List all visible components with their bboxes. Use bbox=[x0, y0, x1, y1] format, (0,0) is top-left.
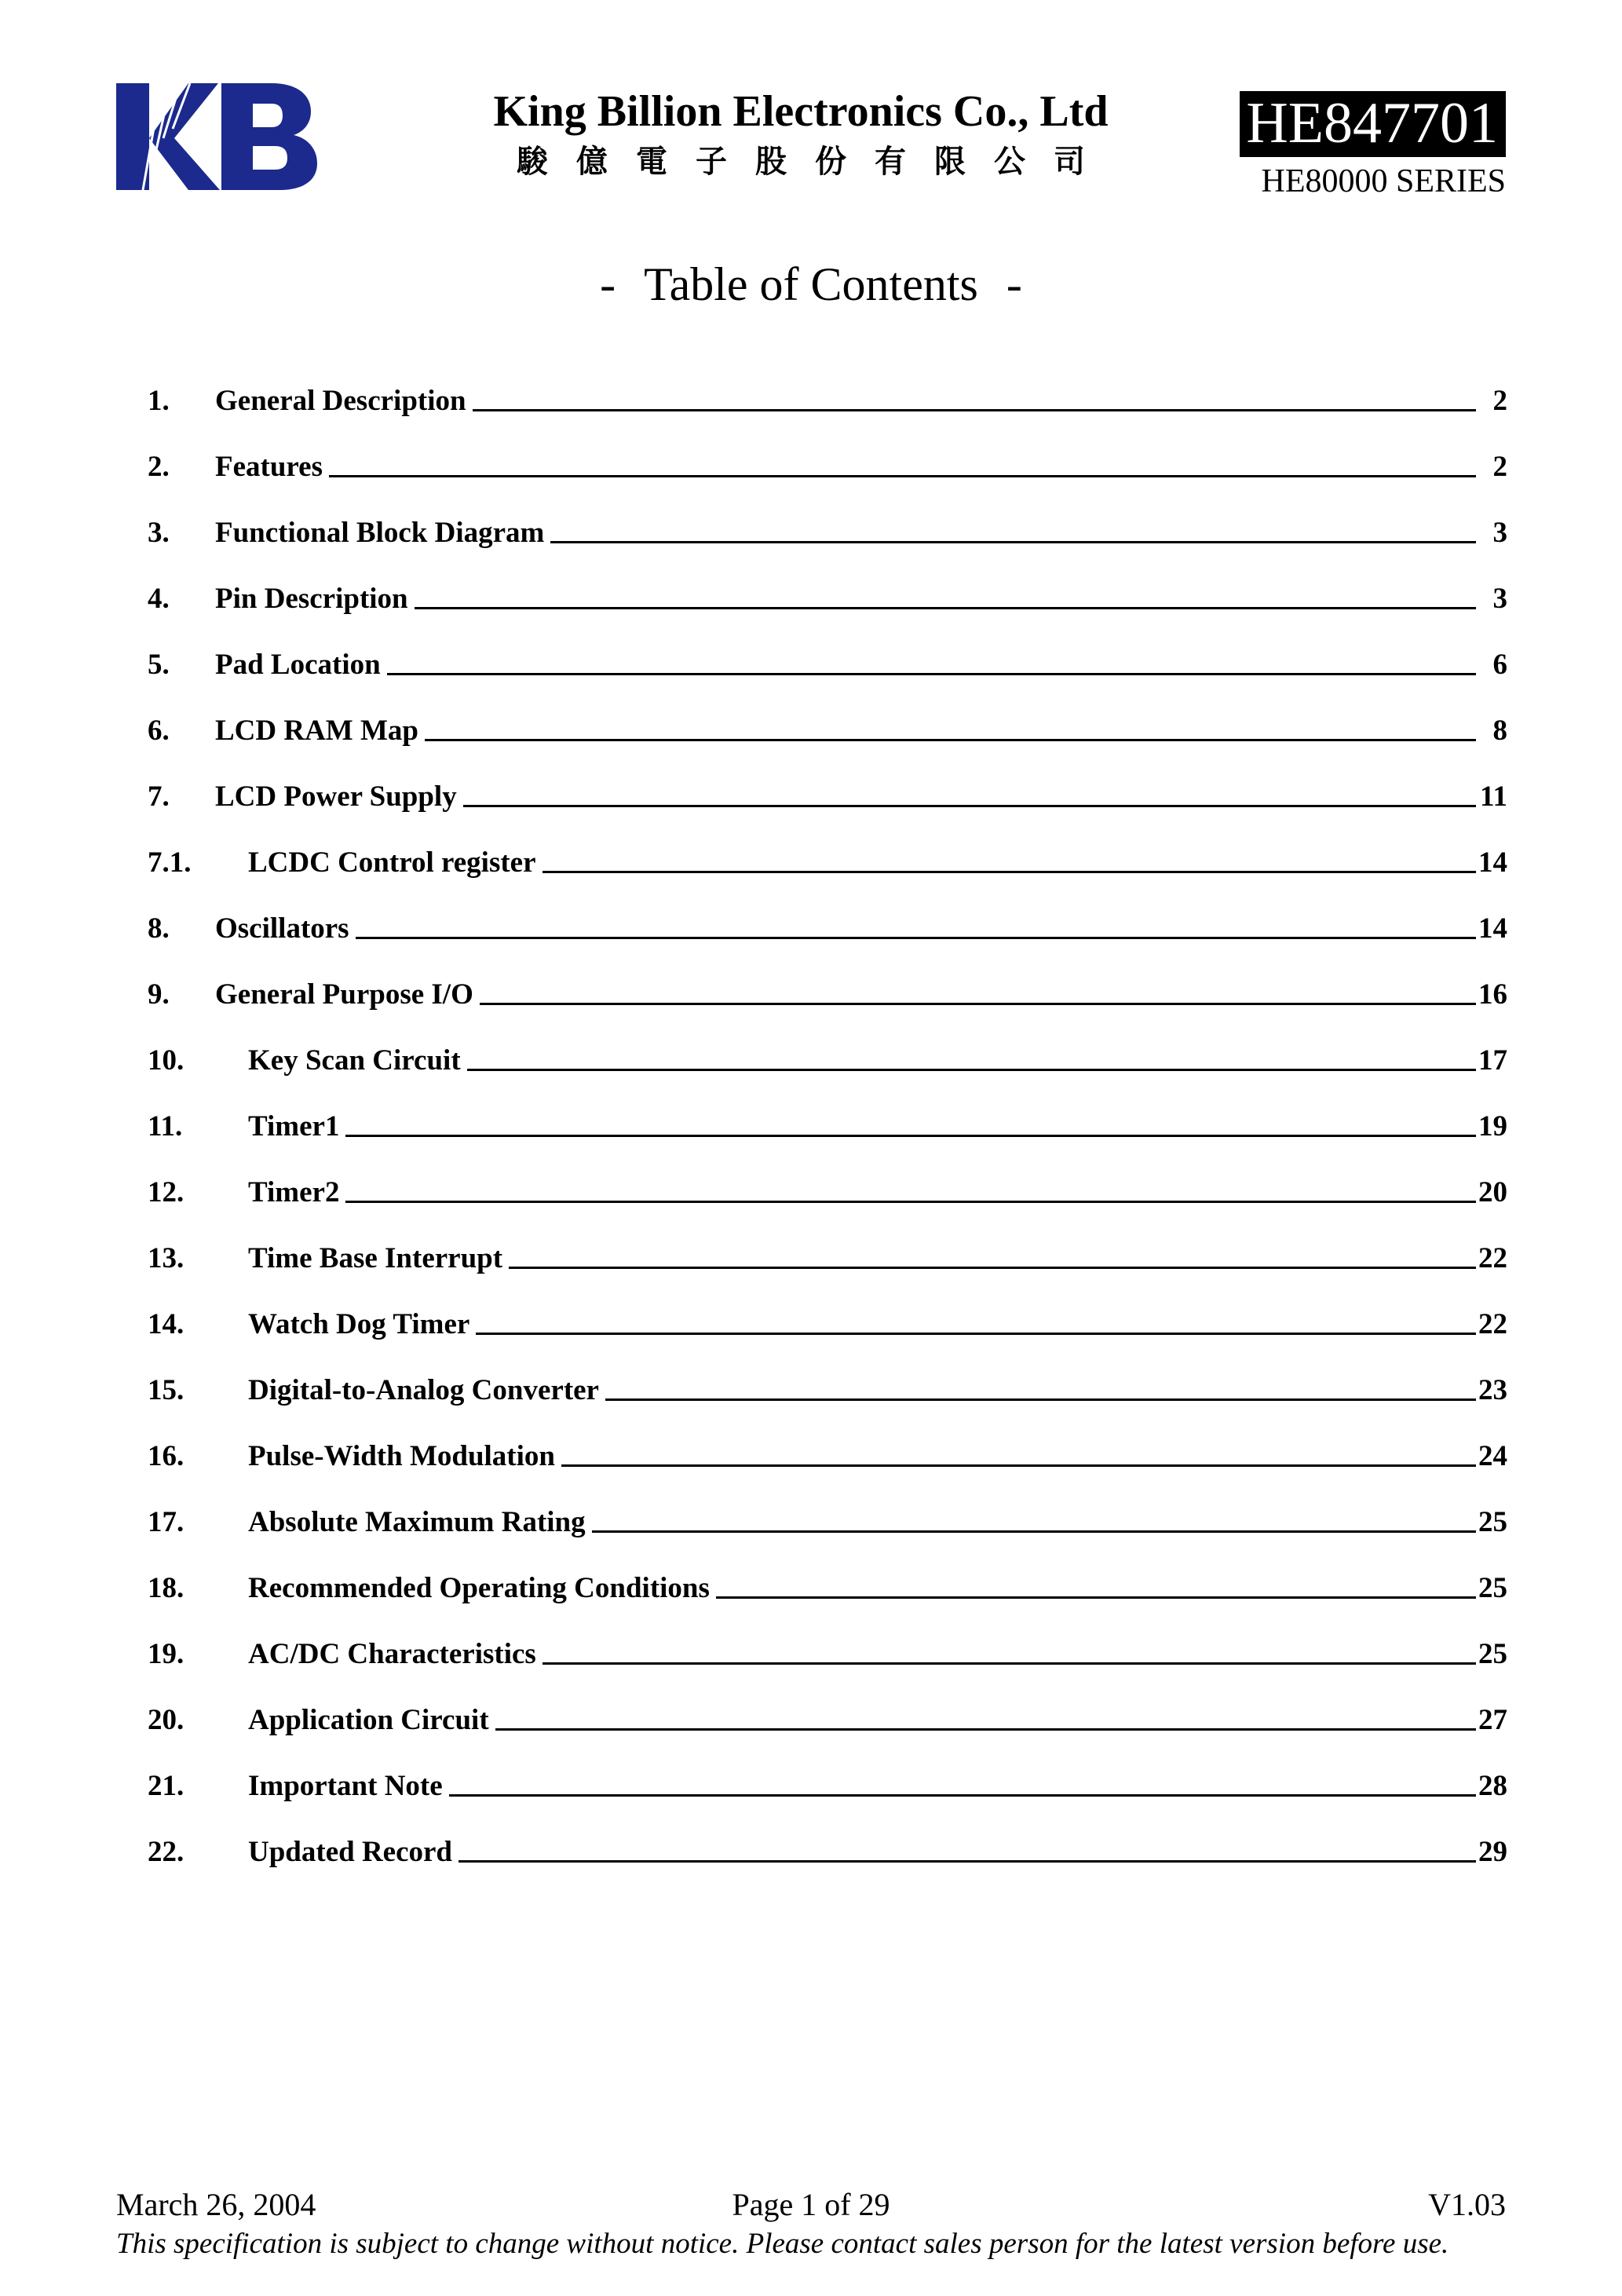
toc-entry-number: 21. bbox=[148, 1770, 184, 1802]
toc-entry[interactable] bbox=[148, 1275, 1507, 1341]
kb-logo bbox=[116, 82, 317, 192]
toc-entry-label: Recommended Operating Conditions bbox=[248, 1572, 710, 1604]
toc-entry-leader bbox=[458, 1860, 1476, 1863]
toc-entry-page: 14 bbox=[1478, 912, 1507, 945]
document-series: HE80000 SERIES bbox=[1261, 163, 1506, 199]
toc-entry-leader bbox=[345, 1135, 1476, 1137]
toc-entry-leader bbox=[329, 475, 1476, 477]
toc-entry-number: 18. bbox=[148, 1572, 184, 1604]
toc-entry-page: 2 bbox=[1492, 451, 1507, 483]
toc-entry-leader bbox=[550, 541, 1476, 543]
toc-entry-page: 25 bbox=[1478, 1572, 1507, 1604]
toc-entry-label: General Description bbox=[215, 385, 466, 417]
toc-entry[interactable] bbox=[148, 1539, 1507, 1605]
toc-entry-label: Watch Dog Timer bbox=[248, 1308, 470, 1340]
toc-entry-leader bbox=[345, 1201, 1476, 1203]
toc-entry-label: Time Base Interrupt bbox=[248, 1242, 503, 1274]
toc-entry-label: LCDC Control register bbox=[248, 846, 536, 879]
toc-entry-label: Functional Block Diagram bbox=[215, 517, 545, 549]
toc-entry[interactable] bbox=[148, 1209, 1507, 1275]
toc-entry-label: Oscillators bbox=[215, 912, 349, 945]
toc-entry-label: Key Scan Circuit bbox=[248, 1044, 461, 1077]
toc-entry-label: Timer1 bbox=[248, 1110, 340, 1143]
toc-entry-leader bbox=[542, 871, 1476, 873]
toc-entry[interactable] bbox=[148, 879, 1507, 945]
toc-heading bbox=[0, 258, 1622, 312]
toc-entry-leader bbox=[463, 805, 1476, 807]
toc-entry-number: 8. bbox=[148, 912, 170, 945]
toc-entry-label: Pin Description bbox=[215, 583, 408, 615]
toc-entry-number: 6. bbox=[148, 715, 170, 747]
toc-entry-label: Digital-to-Analog Converter bbox=[248, 1374, 599, 1406]
toc-entry[interactable] bbox=[148, 484, 1507, 550]
toc-entry-label: Important Note bbox=[248, 1770, 443, 1802]
toc-entry-leader bbox=[467, 1069, 1476, 1071]
toc-entry-number: 5. bbox=[148, 649, 170, 681]
toc-entry-page: 24 bbox=[1478, 1440, 1507, 1472]
toc-entry-leader bbox=[476, 1333, 1476, 1335]
company-header bbox=[440, 88, 1162, 179]
toc-entry-label: Pad Location bbox=[215, 649, 381, 681]
toc-entry-number: 14. bbox=[148, 1308, 184, 1340]
kb-logo-mark bbox=[116, 82, 317, 192]
footer-page-number: Page 1 of 29 bbox=[732, 2187, 890, 2222]
toc-entry-number: 20. bbox=[148, 1704, 184, 1736]
toc-entry-label: Pulse-Width Modulation bbox=[248, 1440, 555, 1472]
toc-entry-leader bbox=[415, 607, 1476, 609]
toc-entry[interactable] bbox=[148, 418, 1507, 484]
toc-entry[interactable] bbox=[148, 352, 1507, 418]
footer-notice: This specification is subject to change without notice. Please contact sales person for the latest version before use. bbox=[116, 2228, 1449, 2260]
toc-entry-label: Updated Record bbox=[248, 1836, 453, 1868]
toc-entry[interactable] bbox=[148, 1077, 1507, 1143]
toc-entry[interactable] bbox=[148, 682, 1507, 748]
toc-entry-leader bbox=[356, 937, 1476, 939]
toc-entry-number: 4. bbox=[148, 583, 170, 615]
page-footer bbox=[116, 2186, 1506, 2261]
toc-entry-page: 29 bbox=[1478, 1836, 1507, 1868]
toc-entry-leader bbox=[509, 1267, 1476, 1269]
company-name: King Billion Electronics Co., Ltd bbox=[493, 87, 1109, 136]
company-name-chinese-char: 億 bbox=[576, 143, 608, 180]
toc-entry-page: 25 bbox=[1478, 1638, 1507, 1670]
toc-list bbox=[148, 352, 1507, 1869]
toc-entry-leader bbox=[480, 1003, 1476, 1005]
toc-entry[interactable] bbox=[148, 1803, 1507, 1869]
toc-entry-page: 17 bbox=[1478, 1044, 1507, 1077]
toc-entry[interactable] bbox=[148, 550, 1507, 616]
toc-entry-number: 1. bbox=[148, 385, 170, 417]
company-name-chinese-char: 公 bbox=[994, 143, 1025, 180]
toc-entry[interactable] bbox=[148, 748, 1507, 813]
toc-entry[interactable] bbox=[148, 813, 1507, 879]
toc-entry-leader bbox=[449, 1794, 1476, 1797]
toc-entry-leader bbox=[542, 1662, 1476, 1665]
toc-entry-label: Features bbox=[215, 451, 323, 483]
toc-entry-number: 19. bbox=[148, 1638, 184, 1670]
toc-entry-page: 11 bbox=[1480, 781, 1507, 813]
toc-entry-leader bbox=[592, 1530, 1476, 1533]
toc-entry-page: 8 bbox=[1492, 715, 1507, 747]
toc-entry-page: 2 bbox=[1492, 385, 1507, 417]
toc-entry-page: 14 bbox=[1478, 846, 1507, 879]
company-name-chinese-char: 電 bbox=[636, 143, 667, 180]
toc-entry[interactable] bbox=[148, 1737, 1507, 1803]
toc-entry[interactable] bbox=[148, 1473, 1507, 1539]
company-name-chinese-char: 子 bbox=[696, 143, 727, 180]
toc-entry-leader bbox=[561, 1464, 1476, 1467]
toc-entry-page: 3 bbox=[1492, 583, 1507, 615]
toc-entry-number: 15. bbox=[148, 1374, 184, 1406]
toc-entry-label: Application Circuit bbox=[248, 1704, 489, 1736]
toc-entry-page: 28 bbox=[1478, 1770, 1507, 1802]
toc-entry-page: 27 bbox=[1478, 1704, 1507, 1736]
toc-entry-page: 19 bbox=[1478, 1110, 1507, 1143]
toc-entry-number: 11. bbox=[148, 1110, 183, 1143]
company-name-chinese-char: 股 bbox=[755, 143, 787, 180]
toc-entry-label: LCD RAM Map bbox=[215, 715, 418, 747]
toc-entry[interactable] bbox=[148, 1671, 1507, 1737]
toc-entry-page: 25 bbox=[1478, 1506, 1507, 1538]
company-name-chinese-char: 限 bbox=[934, 143, 966, 180]
toc-entry-label: Absolute Maximum Rating bbox=[248, 1506, 586, 1538]
toc-entry-number: 22. bbox=[148, 1836, 184, 1868]
toc-entry-leader bbox=[716, 1596, 1476, 1599]
toc-entry[interactable] bbox=[148, 945, 1507, 1011]
toc-entry-leader bbox=[495, 1728, 1476, 1731]
toc-entry-page: 6 bbox=[1492, 649, 1507, 681]
toc-entry-number: 2. bbox=[148, 451, 170, 483]
company-name-chinese-char: 有 bbox=[875, 143, 906, 180]
toc-entry-page: 22 bbox=[1478, 1242, 1507, 1274]
toc-entry[interactable] bbox=[148, 616, 1507, 682]
toc-entry-leader bbox=[387, 673, 1476, 675]
toc-entry-label: AC/DC Characteristics bbox=[248, 1638, 536, 1670]
toc-entry-leader bbox=[605, 1398, 1476, 1401]
toc-entry-label: Timer2 bbox=[248, 1176, 340, 1208]
toc-entry-number: 9. bbox=[148, 978, 170, 1011]
toc-entry-page: 22 bbox=[1478, 1308, 1507, 1340]
footer-date: March 26, 2004 bbox=[116, 2187, 316, 2222]
toc-entry-page: 23 bbox=[1478, 1374, 1507, 1406]
toc-entry[interactable] bbox=[148, 1143, 1507, 1209]
toc-entry-leader bbox=[473, 409, 1476, 411]
toc-entry[interactable] bbox=[148, 1011, 1507, 1077]
toc-entry-page: 20 bbox=[1478, 1176, 1507, 1208]
toc-entry-number: 16. bbox=[148, 1440, 184, 1472]
toc-entry-number: 7.1. bbox=[148, 846, 192, 879]
toc-entry-label: General Purpose I/O bbox=[215, 978, 473, 1011]
toc-entry-number: 7. bbox=[148, 781, 170, 813]
document-id-block bbox=[1240, 91, 1506, 201]
toc-entry-number: 12. bbox=[148, 1176, 184, 1208]
footer-version: V1.03 bbox=[1428, 2187, 1506, 2222]
company-name-chinese-char: 份 bbox=[815, 143, 846, 180]
toc-entry[interactable] bbox=[148, 1341, 1507, 1407]
toc-entry-number: 13. bbox=[148, 1242, 184, 1274]
document-code: HE847701 bbox=[1240, 91, 1506, 157]
toc-entry[interactable] bbox=[148, 1605, 1507, 1671]
toc-entry-label: LCD Power Supply bbox=[215, 781, 457, 813]
toc-entry-number: 17. bbox=[148, 1506, 184, 1538]
company-name-chinese-char: 司 bbox=[1054, 143, 1085, 180]
company-name-chinese bbox=[440, 144, 1162, 179]
company-name-chinese-char: 駿 bbox=[517, 143, 548, 180]
toc-heading-dash-right: - bbox=[1006, 258, 1022, 310]
toc-entry-page: 16 bbox=[1478, 978, 1507, 1011]
toc-entry-page: 3 bbox=[1492, 517, 1507, 549]
toc-entry-number: 3. bbox=[148, 517, 170, 549]
toc-entry[interactable] bbox=[148, 1407, 1507, 1473]
toc-entry-leader bbox=[425, 739, 1476, 741]
toc-entry-number: 10. bbox=[148, 1044, 184, 1077]
toc-heading-dash-left: - bbox=[600, 258, 616, 310]
toc-heading-text: Table of Contents bbox=[644, 258, 978, 310]
